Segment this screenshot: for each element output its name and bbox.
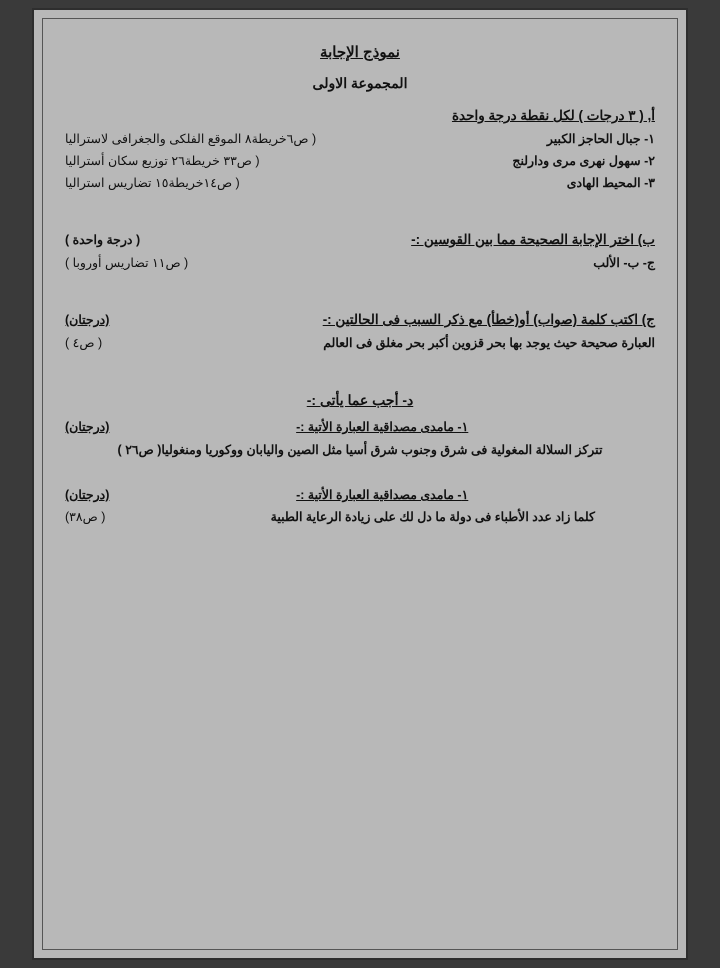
answer-row (65, 131, 655, 146)
section-b-marks: ( درجة واحدة ) (65, 233, 141, 247)
answer-reference: ( ص٣٣ خريطة٢٦ توزيع سكان أستراليا (65, 154, 260, 168)
section-b (65, 232, 655, 270)
answer-row (65, 255, 655, 270)
document-page (42, 18, 678, 950)
answer-reference: ( ص١٤خريطة١٥ تضاريس استراليا (65, 176, 240, 190)
answer-text: ٢- سهول نهرى مرى ودارلنج (512, 154, 655, 168)
answer-reference: ( ص٦خريطة٨ الموقع الفلكى والجغرافى لاستراليا (65, 132, 317, 146)
section-a-heading: أ, ( ٣ درجات ) لكل نقطة درجة واحدة (451, 108, 655, 123)
section-d (65, 392, 655, 524)
spacer (65, 270, 655, 296)
answer-row (65, 153, 655, 168)
section-d-item-2-answer-reference: ( ص٣٨) (65, 510, 106, 524)
section-d-item-1-question: ١- مامدى مصداقية العبارة الأتية :- (296, 420, 469, 434)
section-b-heading-row (65, 232, 655, 248)
answer-reference: ( ص١١ تضاريس أوروبا ) (65, 256, 189, 270)
answer-text: العبارة صحيحة حيث يوجد بها بحر قزوين أكبر بحر مغلق فى العالم (323, 336, 655, 350)
spacer (65, 457, 655, 473)
section-d-item-2-marks: (درجتان) (65, 488, 110, 502)
answer-row (65, 175, 655, 190)
section-d-item-2-answer: كلما زاد عدد الأطباء فى دولة ما دل لك على زيادة الرعاية الطبية (270, 510, 595, 524)
section-c-heading-row (65, 312, 655, 328)
document-page-frame (32, 8, 688, 960)
section-d-item-1-answer: تتركز السلالة المغولية فى شرق وجنوب شرق أسيا مثل الصين واليابان ووكوريا ومنغوليا( ص٢٦ ) (117, 443, 603, 457)
answer-text: ٣- المحيط الهادى (566, 176, 655, 190)
section-b-heading: ب) اختر الإجابة الصحيحة مما بين القوسين :- (411, 232, 655, 247)
document-title: نموذج الإجابة (320, 44, 400, 61)
answer-text: ج- ب- الألب (593, 256, 655, 270)
page-bottom-blank-area (65, 524, 655, 904)
section-c-heading: ج) اكتب كلمة (صواب) أو(خطأ) مع ذكر السبب فى الحالتين :- (322, 312, 655, 327)
document-subtitle: المجموعة الاولى (312, 75, 408, 91)
answer-reference: ( ص٤ ) (65, 336, 103, 350)
answer-row (65, 335, 655, 350)
section-d-item-2-answer-row (65, 509, 655, 524)
section-a (65, 108, 655, 190)
section-d-item-1-marks: (درجتان) (65, 420, 110, 434)
section-d-heading: د- أجب عما يأتى :- (306, 392, 414, 408)
section-d-item-2-question: ١- مامدى مصداقية العبارة الأتية :- (296, 488, 469, 502)
spacer (65, 190, 655, 216)
section-c-marks: (درجتان) (65, 313, 110, 327)
spacer (65, 350, 655, 376)
section-c (65, 312, 655, 350)
section-d-item-1-row (65, 419, 655, 434)
answer-text: ١- جبال الحاجز الكبير (546, 132, 655, 146)
section-d-item-2-row (65, 487, 655, 502)
